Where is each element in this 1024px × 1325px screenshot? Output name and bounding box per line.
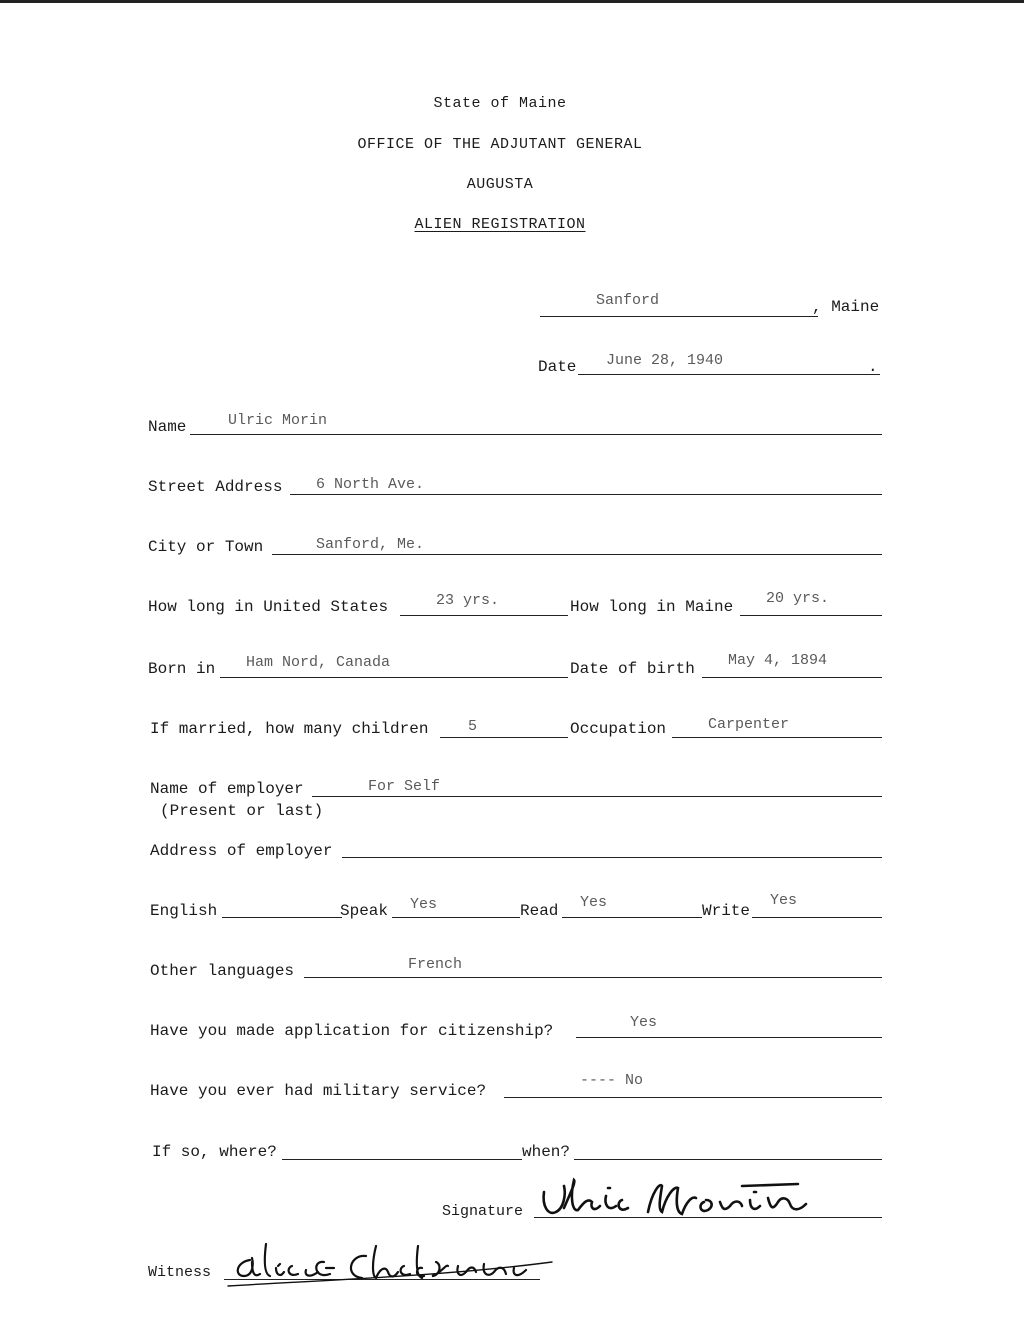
street-line [290, 494, 882, 495]
dob-line [702, 677, 882, 678]
street-label: Street Address [148, 478, 283, 496]
citizenship-value: Yes [630, 1014, 658, 1031]
date-line [578, 374, 880, 375]
children-label: If married, how many children [150, 720, 429, 738]
form-title: ALIEN REGISTRATION [414, 216, 586, 233]
speak-label: Speak [340, 902, 389, 920]
citizenship-line [576, 1037, 882, 1038]
military-line [504, 1097, 882, 1098]
maine-duration-line [740, 615, 882, 616]
where-line [282, 1159, 522, 1160]
city-label: City or Town [148, 538, 264, 556]
maine-duration-value: 20 yrs. [766, 590, 830, 607]
dob-label: Date of birth [570, 660, 695, 678]
where-label: If so, where? [152, 1143, 277, 1161]
occupation-line [672, 737, 882, 738]
military-label: Have you ever had military service? [150, 1082, 487, 1100]
place-line [540, 316, 818, 317]
us-duration-line [400, 615, 568, 616]
write-label: Write [702, 902, 751, 920]
other-languages-label: Other languages [150, 962, 295, 980]
name-label: Name [148, 418, 187, 436]
write-value: Yes [770, 892, 798, 909]
place-value: Sanford [596, 292, 660, 309]
occupation-value: Carpenter [708, 716, 790, 733]
signature-handwriting [536, 1172, 836, 1232]
date-value: June 28, 1940 [606, 352, 724, 369]
occupation-label: Occupation [570, 720, 667, 738]
born-value: Ham Nord, Canada [246, 654, 391, 671]
children-value: 5 [468, 718, 478, 735]
employer-value: For Self [368, 778, 441, 795]
military-value: ---- No [580, 1072, 644, 1089]
maine-duration-label: How long in Maine [570, 598, 734, 616]
read-value: Yes [580, 894, 608, 911]
speak-value: Yes [410, 896, 438, 913]
dob-value: May 4, 1894 [728, 652, 828, 669]
witness-handwriting [226, 1236, 556, 1292]
born-label: Born in [148, 660, 216, 678]
other-languages-value: French [408, 956, 463, 973]
witness-label: Witness [148, 1264, 212, 1281]
read-line [562, 917, 702, 918]
english-label: English [150, 902, 218, 920]
city-line [272, 554, 882, 555]
citizenship-label: Have you made application for citizenship? [150, 1022, 554, 1040]
employer-address-label: Address of employer [150, 842, 333, 860]
employer-line [312, 796, 882, 797]
speak-line [392, 917, 520, 918]
header-city: AUGUSTA [466, 176, 534, 193]
us-duration-value: 23 yrs. [436, 592, 500, 609]
city-value: Sanford, Me. [316, 536, 425, 553]
read-label: Read [520, 902, 559, 920]
place-suffix: , Maine [812, 298, 880, 316]
english-line [222, 917, 342, 918]
signature-label: Signature [442, 1203, 524, 1220]
when-line [574, 1159, 882, 1160]
date-label: Date [538, 358, 577, 376]
name-value: Ulric Morin [228, 412, 328, 429]
street-value: 6 North Ave. [316, 476, 425, 493]
header-office: OFFICE OF THE ADJUTANT GENERAL [357, 136, 643, 153]
other-languages-line [304, 977, 882, 978]
employer-address-line [342, 857, 882, 858]
date-end: . [868, 358, 878, 376]
scan-top-border [0, 0, 1024, 3]
when-label: when? [522, 1143, 571, 1161]
us-duration-label: How long in United States [148, 598, 389, 616]
employer-label: Name of employer [150, 780, 304, 798]
write-line [752, 917, 882, 918]
children-line [440, 737, 568, 738]
header-state: State of Maine [433, 95, 567, 112]
name-line [190, 434, 882, 435]
employer-sub-label: (Present or last) [160, 802, 324, 820]
born-line [220, 677, 568, 678]
